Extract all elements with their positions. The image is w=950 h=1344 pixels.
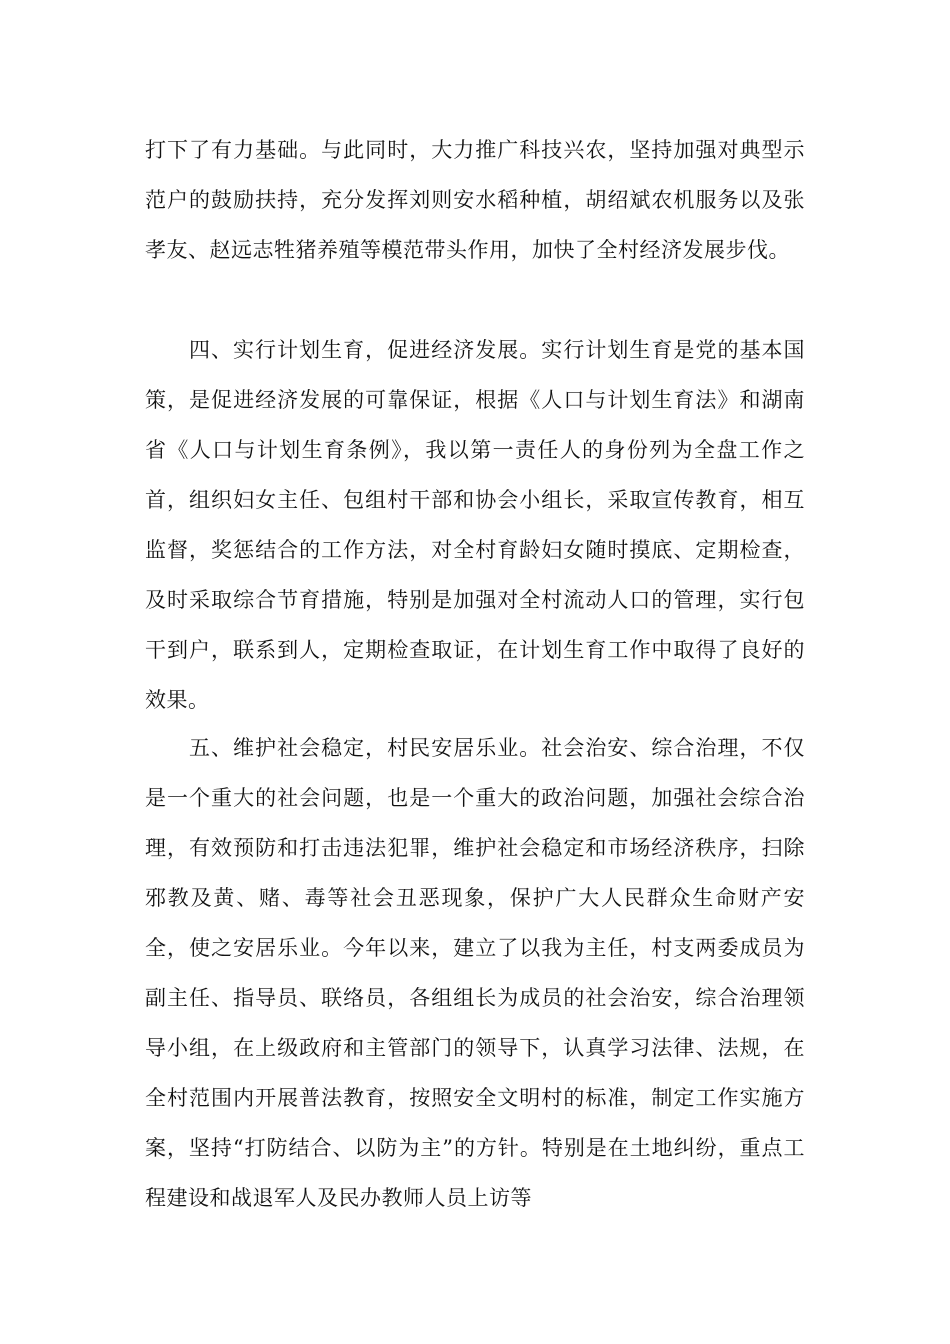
paragraph-section-four-block [145, 325, 805, 725]
paragraph-section-five-block [145, 723, 805, 1223]
paragraph-continuation-block [145, 125, 805, 275]
paragraph-2: 四、实行计划生育，促进经济发展。实行计划生育是党的基本国策，是促进经济发展的可靠保证，根据《人口与计划生育法》和湖南省《人口与计划生育条例》，我以第一责任人的身份列为全盘工作之首，组织妇女主任、包组村干部和协会小组长，采取宣传教育，相互监督，奖惩结合的工作方法，对全村育龄妇女随时摸底、定期检查，及时采取综合节育措施，特别是加强对全村流动人口的管理，实行包干到户，联系到人，定期检查取证，在计划生育工作中取得了良好的效果。 [145, 338, 805, 712]
paragraph-1: 打下了有力基础。与此同时，大力推广科技兴农，坚持加强对典型示范户的鼓励扶持，充分发挥刘则安水稻种植，胡绍斌农机服务以及张孝友、赵远志牲猪养殖等模范带头作用，加快了全村经济发展步伐。 [145, 138, 805, 262]
paragraph-3: 五、维护社会稳定，村民安居乐业。社会治安、综合治理，不仅是一个重大的社会问题，也是一个重大的政治问题，加强社会综合治理，有效预防和打击违法犯罪，维护社会稳定和市场经济秩序，扫除邪教及黄、赌、毒等社会丑恶现象，保护广大人民群众生命财产安全，使之安居乐业。今年以来，建立了以我为主任，村支两委成员为副主任、指导员、联络员，各组组长为成员的社会治安，综合治理领导小组，在上级政府和主管部门的领导下，认真学习法律、法规，在全村范围内开展普法教育，按照安全文明村的标准，制定工作实施方案，坚持“打防结合、以防为主”的方针。特别是在土地纠纷，重点工程建设和战退军人及民办教师人员上访等 [145, 736, 805, 1210]
